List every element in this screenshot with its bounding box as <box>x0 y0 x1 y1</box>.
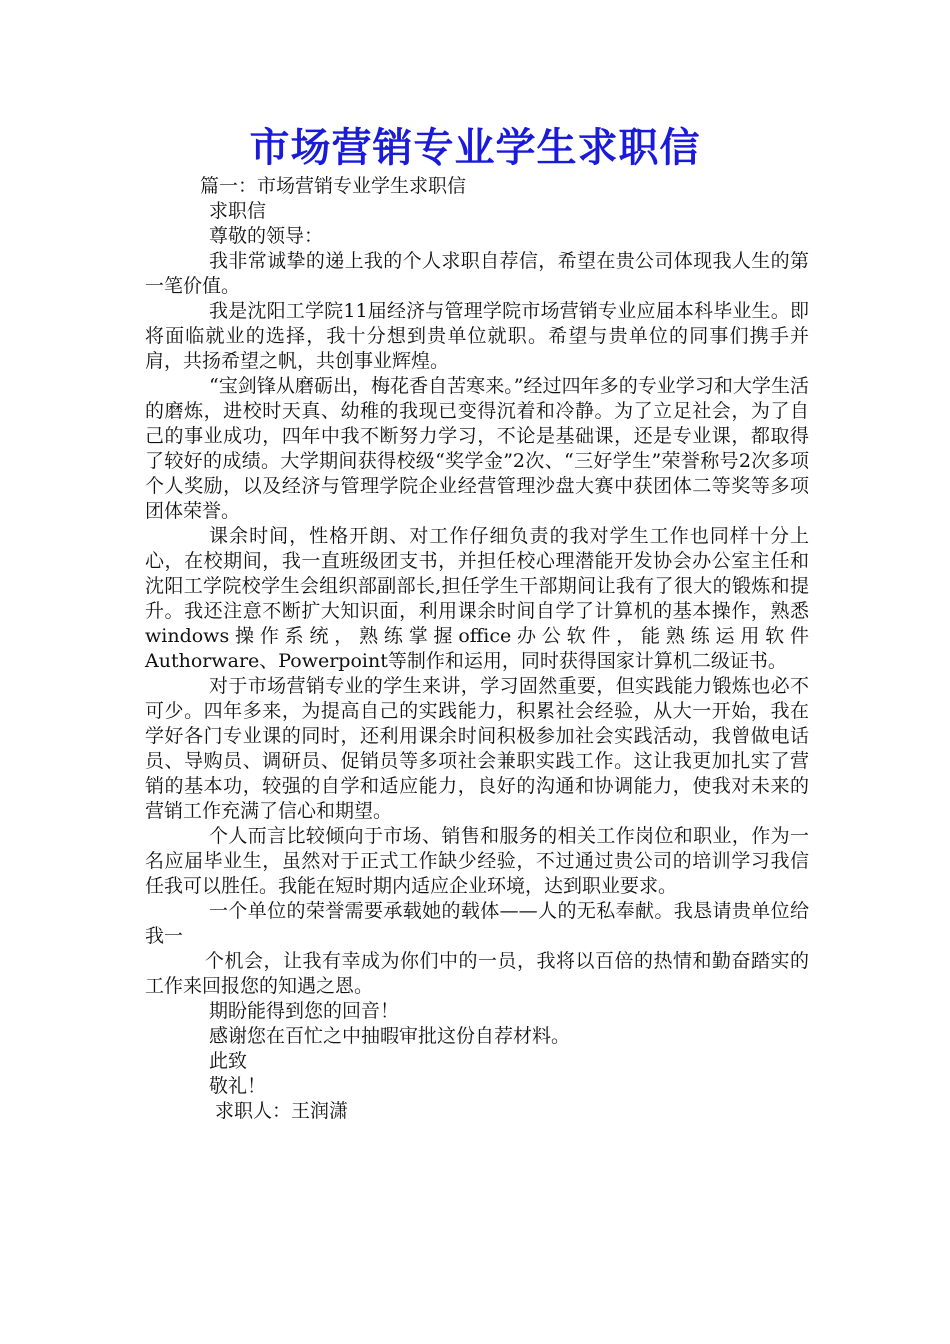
document-body <box>145 174 809 1124</box>
letter-paragraph: 对于市场营销专业的学生来讲，学习固然重要，但实践能力锻炼也必不可少。四年多来，为提高自己的实践能力，积累社会经验，从大一开始，我在学好各门专业课的同时，还利用课余时间积极参加社会实践活动，我曾做电话员、导购员、调研员、促销员等多项社会兼职实践工作。这让我更加扎实了营销的基本功，较强的自学和适应能力，良好的沟通和协调能力，使我对未来的营销工作充满了信心和期望。 <box>145 675 809 822</box>
document-subtitle: 篇一：市场营销专业学生求职信 <box>200 175 467 197</box>
letter-heading: 求职信 <box>209 200 267 222</box>
letter-paragraph: “宝剑锋从磨砺出，梅花香自苦寒来。”经过四年多的专业学习和大学生活的磨炼，进校时天真、幼稚的我现已变得沉着和冷静。为了立足社会，为了自己的事业成功，四年中我不断努力学习，不论是基础课，还是专业课，都取得了较好的成绩。大学期间获得校级“奖学金”2次、“三好学生”荣誉称号2次多项个人奖励，以及经济与管理学院企业经营管理沙盘大赛中获团体二等奖等多项团体荣誉。 <box>145 375 809 522</box>
letter-paragraph: 我是沈阳工学院11届经济与管理学院市场营销专业应届本科毕业生。即将面临就业的选择，我十分想到贵单位就职。希望与贵单位的同事们携手并肩，共扬希望之帆，共创事业辉煌。 <box>145 300 809 372</box>
letter-paragraph: 个人而言比较倾向于市场、销售和服务的相关工作岗位和职业，作为一名应届毕业生，虽然对于正式工作缺少经验，不过通过贵公司的培训学习我信任我可以胜任。我能在短时期内适应企业环境，达到职业要求。 <box>145 825 809 897</box>
closing-line: 此致 <box>209 1050 248 1072</box>
closing-line: 期盼能得到您的回音！ <box>209 1000 400 1022</box>
letter-paragraph: 课余时间，性格开朗、对工作仔细负责的我对学生工作也同样十分上心，在校期间，我一直班级团支书，并担任校心理潜能开发协会办公室主任和沈阳工学院校学生会组织部副部长,担任学生干部期间让我有了很大的锻炼和提升。我还注意不断扩大知识面，利用课余时间自学了计算机的基本操作，熟悉windows操作系统，熟练掌握office办公软件，能熟练运用软件Authorware、Powerpoint等制作和运用，同时获得国家计算机二级证书。 <box>145 525 809 672</box>
closing-line: 感谢您在百忙之中抽暇审批这份自荐材料。 <box>209 1025 571 1047</box>
letter-salutation: 尊敬的领导： <box>209 225 324 247</box>
letter-paragraph-continuation: 个机会，让我有幸成为你们中的一员，我将以百倍的热情和勤奋踏实的工作来回报您的知遇之恩。 <box>145 950 809 997</box>
letter-signature: 求职人：王润潇 <box>215 1100 349 1122</box>
closing-line: 敬礼！ <box>209 1075 267 1097</box>
letter-paragraph: 我非常诚挚的递上我的个人求职自荐信，希望在贵公司体现我人生的第一笔价值。 <box>145 250 809 297</box>
letter-paragraph: 一个单位的荣誉需要承载她的载体——人的无私奉献。我恳请贵单位给我一 <box>145 900 809 947</box>
document-title: 市场营销专业学生求职信 <box>249 125 701 171</box>
